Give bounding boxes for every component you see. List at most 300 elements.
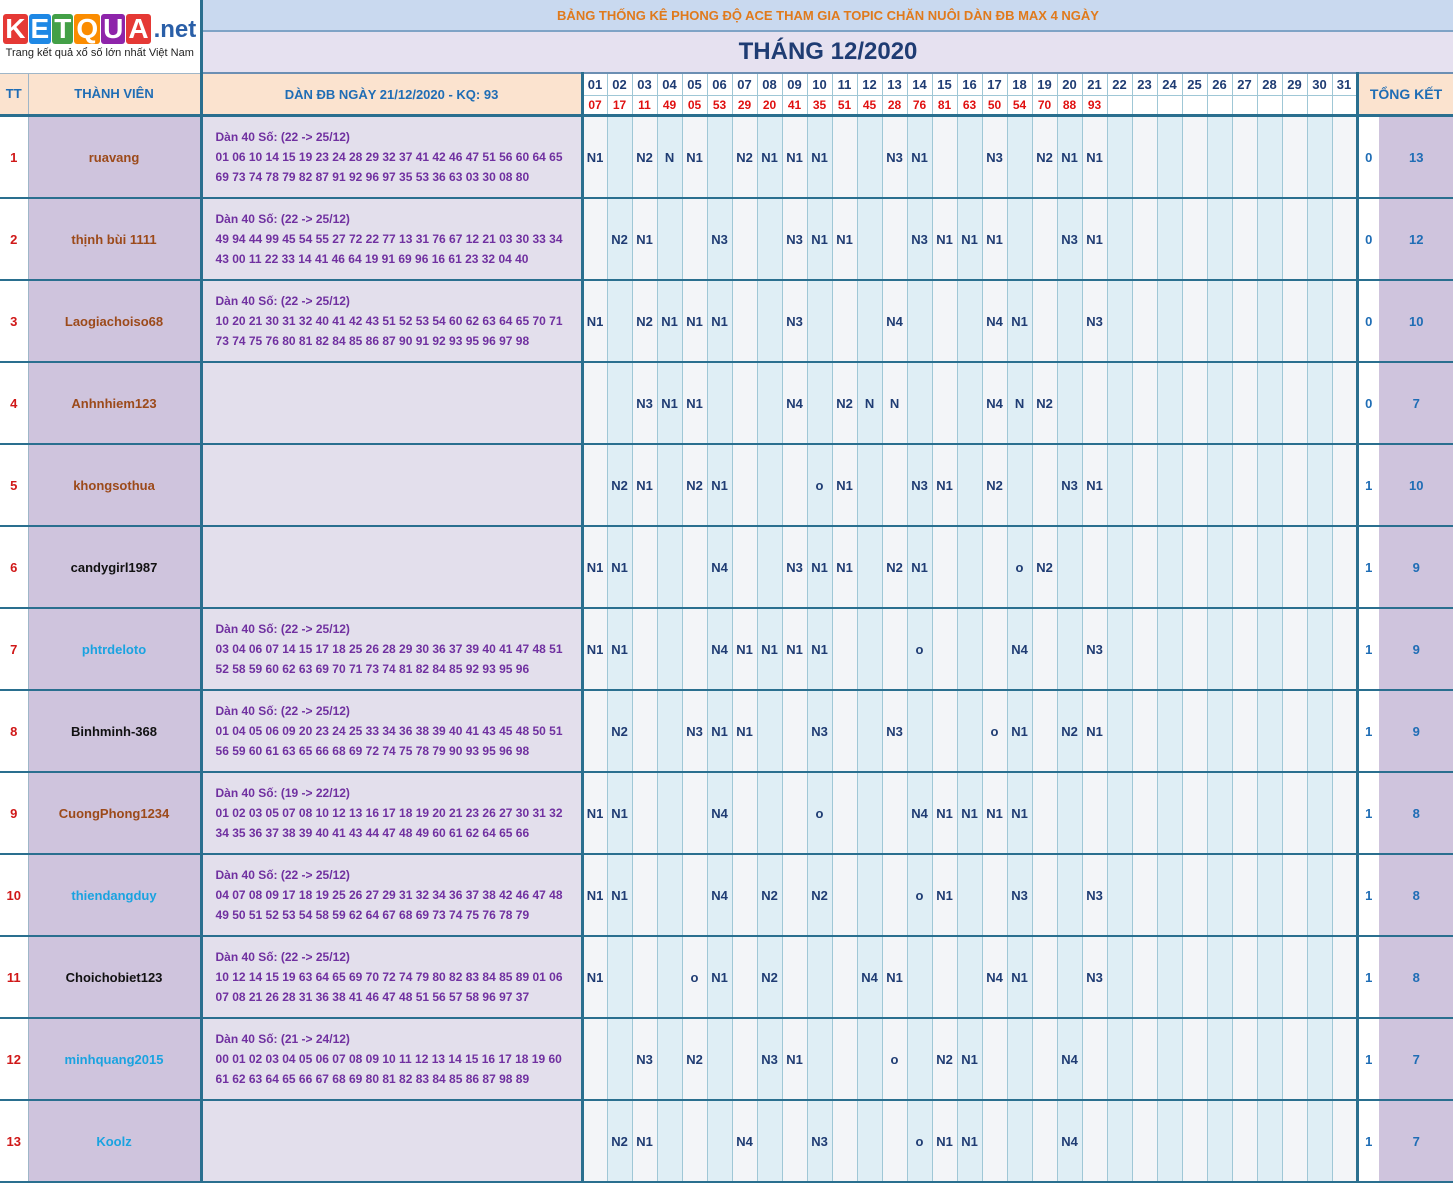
day-cell	[1107, 116, 1132, 199]
day-cell: N2	[982, 444, 1007, 526]
day-cell: N1	[982, 198, 1007, 280]
dan-range: Dàn 40 Số: (22 -> 25/12)	[215, 130, 350, 144]
day-header: 23	[1132, 73, 1157, 96]
day-cell	[1257, 526, 1282, 608]
table-row	[0, 198, 1453, 280]
table-row	[0, 1018, 1453, 1100]
day-cell	[1332, 526, 1357, 608]
day-cell	[1107, 690, 1132, 772]
day-cell: N4	[982, 936, 1007, 1018]
day-cell	[1332, 854, 1357, 936]
day-result	[1182, 96, 1207, 116]
day-cell: o	[807, 444, 832, 526]
day-cell: N1	[707, 280, 732, 362]
member-name[interactable]: khongsothua	[28, 444, 201, 526]
day-cell: N1	[607, 772, 632, 854]
day-cell	[957, 444, 982, 526]
day-cell	[1132, 444, 1157, 526]
day-cell: o	[882, 1018, 907, 1100]
score-a: 0	[1357, 116, 1379, 199]
row-number: 1	[0, 116, 28, 199]
day-cell: N3	[1082, 854, 1107, 936]
day-cell	[1057, 280, 1082, 362]
day-cell	[932, 526, 957, 608]
day-cell: N2	[1032, 526, 1057, 608]
day-cell	[1157, 444, 1182, 526]
day-cell	[882, 608, 907, 690]
day-cell	[1332, 198, 1357, 280]
score-a: 1	[1357, 936, 1379, 1018]
day-cell	[1282, 362, 1307, 444]
day-cell: N1	[607, 854, 632, 936]
day-cell	[657, 690, 682, 772]
day-cell: N1	[1082, 444, 1107, 526]
day-result: 51	[832, 96, 857, 116]
day-cell	[757, 362, 782, 444]
day-cell	[932, 362, 957, 444]
day-cell: N3	[1082, 280, 1107, 362]
day-cell	[882, 854, 907, 936]
day-cell: o	[907, 608, 932, 690]
day-cell	[732, 362, 757, 444]
day-cell	[1232, 690, 1257, 772]
dan-range: Dàn 40 Số: (22 -> 25/12)	[215, 212, 350, 226]
day-cell	[1257, 198, 1282, 280]
day-cell	[632, 526, 657, 608]
member-name[interactable]: Binhminh-368	[28, 690, 201, 772]
day-cell	[1007, 116, 1032, 199]
day-header: 09	[782, 73, 807, 96]
day-cell	[757, 444, 782, 526]
day-cell	[1257, 1018, 1282, 1100]
day-cell: N1	[1082, 116, 1107, 199]
day-cell	[1207, 936, 1232, 1018]
day-cell	[857, 1018, 882, 1100]
day-cell	[1057, 854, 1082, 936]
table-row	[0, 772, 1453, 854]
day-cell: o	[682, 936, 707, 1018]
day-cell	[1307, 116, 1332, 199]
dan-number-line: 10 12 14 15 19 63 64 65 69 70 72 74 79 80 82 83 84 85 89 01 06	[215, 970, 563, 984]
day-cell: N4	[1057, 1018, 1082, 1100]
day-cell	[1182, 772, 1207, 854]
day-cell	[1182, 1100, 1207, 1182]
day-result: 50	[982, 96, 1007, 116]
day-cell	[1307, 362, 1332, 444]
day-cell	[1032, 936, 1057, 1018]
day-cell: N1	[582, 280, 607, 362]
day-cell	[1207, 608, 1232, 690]
day-cell	[757, 280, 782, 362]
day-cell	[1232, 1100, 1257, 1182]
day-header: 08	[757, 73, 782, 96]
day-cell	[632, 854, 657, 936]
day-cell	[1157, 198, 1182, 280]
day-cell	[682, 854, 707, 936]
logo-tagline: Trang kết quả xổ số lớn nhất Việt Nam	[5, 46, 194, 59]
day-result: 29	[732, 96, 757, 116]
day-cell	[1232, 1018, 1257, 1100]
score-total: 10	[1379, 280, 1453, 362]
day-cell	[1157, 1100, 1182, 1182]
day-cell: N1	[832, 444, 857, 526]
header-dan: DÀN ĐB NGÀY 21/12/2020 - KQ: 93	[201, 73, 582, 116]
day-cell: N3	[1082, 936, 1107, 1018]
score-a: 0	[1357, 198, 1379, 280]
day-cell	[1307, 690, 1332, 772]
day-result: 05	[682, 96, 707, 116]
day-cell	[1157, 526, 1182, 608]
day-cell	[1257, 690, 1282, 772]
day-cell	[1282, 608, 1307, 690]
day-cell	[1107, 608, 1132, 690]
day-cell: N1	[657, 362, 682, 444]
day-cell	[1332, 936, 1357, 1018]
member-name[interactable]: minhquang2015	[28, 1018, 201, 1100]
table-row	[0, 444, 1453, 526]
day-cell	[732, 280, 757, 362]
dan-numbers	[201, 608, 582, 690]
day-cell	[857, 116, 882, 199]
day-cell	[1032, 1100, 1057, 1182]
day-cell: N1	[732, 690, 757, 772]
day-cell	[1082, 1100, 1107, 1182]
row-number: 5	[0, 444, 28, 526]
day-cell	[1132, 1018, 1157, 1100]
score-a: 1	[1357, 608, 1379, 690]
day-result	[1232, 96, 1257, 116]
day-cell	[1032, 444, 1057, 526]
day-cell: N1	[607, 526, 632, 608]
day-cell	[1182, 1018, 1207, 1100]
dan-numbers	[201, 936, 582, 1018]
day-cell	[1157, 772, 1182, 854]
dan-number-line: 49 94 44 99 45 54 55 27 72 22 77 13 31 76 67 12 21 03 30 33 34	[215, 232, 563, 246]
day-cell	[907, 362, 932, 444]
day-cell	[707, 362, 732, 444]
day-cell: N	[657, 116, 682, 199]
member-name[interactable]: thịnh bùi 1111	[28, 198, 201, 280]
day-cell	[682, 526, 707, 608]
day-cell	[882, 772, 907, 854]
day-cell	[632, 690, 657, 772]
dan-numbers	[201, 198, 582, 280]
table-row	[0, 608, 1453, 690]
day-cell	[807, 1018, 832, 1100]
logo-letter: E	[30, 12, 50, 44]
day-cell	[1182, 608, 1207, 690]
day-cell: N4	[882, 280, 907, 362]
day-header: 06	[707, 73, 732, 96]
day-cell	[832, 772, 857, 854]
row-number: 3	[0, 280, 28, 362]
day-cell: N2	[757, 936, 782, 1018]
day-cell	[1307, 198, 1332, 280]
day-cell: N4	[707, 854, 732, 936]
day-header: 26	[1207, 73, 1232, 96]
day-cell: N2	[682, 1018, 707, 1100]
table-banner: BẢNG THỐNG KÊ PHONG ĐỘ ACE THAM GIA TOPIC CHĂN NUÔI DÀN ĐB MAX 4 NGÀY	[201, 0, 1453, 31]
day-cell	[1307, 936, 1332, 1018]
score-total: 8	[1379, 936, 1453, 1018]
day-cell	[1182, 280, 1207, 362]
day-cell	[907, 1018, 932, 1100]
day-cell: N1	[782, 608, 807, 690]
member-name[interactable]: candygirl1987	[28, 526, 201, 608]
day-cell	[1207, 116, 1232, 199]
day-cell: N3	[782, 526, 807, 608]
day-cell	[1182, 526, 1207, 608]
day-cell: N2	[607, 1100, 632, 1182]
dan-range: Dàn 40 Số: (22 -> 25/12)	[215, 622, 350, 636]
day-result	[1132, 96, 1157, 116]
header-member: THÀNH VIÊN	[28, 73, 201, 116]
day-cell	[1207, 772, 1232, 854]
day-cell	[1332, 690, 1357, 772]
score-a: 1	[1357, 690, 1379, 772]
day-cell	[1182, 854, 1207, 936]
day-header: 30	[1307, 73, 1332, 96]
member-name[interactable]: phtrdeloto	[28, 608, 201, 690]
day-cell	[657, 936, 682, 1018]
day-cell	[1157, 608, 1182, 690]
score-total: 12	[1379, 198, 1453, 280]
day-cell: N4	[707, 772, 732, 854]
day-cell	[732, 198, 757, 280]
day-header: 27	[1232, 73, 1257, 96]
day-cell	[1307, 1018, 1332, 1100]
day-cell: N1	[707, 690, 732, 772]
dan-number-line: 01 02 03 05 07 08 10 12 13 16 17 18 19 20 21 23 26 27 30 31 32	[215, 806, 563, 820]
dan-number-line: 07 08 21 26 28 31 36 38 41 46 47 48 51 56 57 58 96 97 37	[215, 990, 530, 1004]
day-cell	[1232, 772, 1257, 854]
day-cell	[657, 608, 682, 690]
day-cell	[907, 280, 932, 362]
day-result	[1282, 96, 1307, 116]
member-name[interactable]: Laogiachoiso68	[28, 280, 201, 362]
day-cell: N2	[632, 280, 657, 362]
day-header: 22	[1107, 73, 1132, 96]
day-cell: N1	[582, 116, 607, 199]
day-cell	[1307, 854, 1332, 936]
day-cell	[1232, 444, 1257, 526]
day-cell: N2	[807, 854, 832, 936]
day-result: 88	[1057, 96, 1082, 116]
day-cell	[632, 772, 657, 854]
day-cell	[907, 690, 932, 772]
day-cell	[707, 1018, 732, 1100]
day-cell	[757, 526, 782, 608]
day-cell: N1	[807, 116, 832, 199]
score-a: 1	[1357, 444, 1379, 526]
day-cell: N4	[982, 362, 1007, 444]
table-row	[0, 854, 1453, 936]
day-cell	[682, 198, 707, 280]
day-cell: N3	[1057, 198, 1082, 280]
day-cell	[1232, 116, 1257, 199]
ketqua-logo[interactable]	[0, 0, 201, 73]
day-cell	[932, 690, 957, 772]
day-cell	[1082, 526, 1107, 608]
day-cell	[1182, 362, 1207, 444]
day-cell	[732, 526, 757, 608]
day-cell	[707, 1100, 732, 1182]
day-cell	[1107, 772, 1132, 854]
day-header: 19	[1032, 73, 1057, 96]
day-cell: N3	[707, 198, 732, 280]
day-cell: N1	[782, 1018, 807, 1100]
day-cell	[1282, 116, 1307, 199]
day-cell	[1257, 362, 1282, 444]
day-cell	[782, 854, 807, 936]
day-cell: o	[982, 690, 1007, 772]
day-result	[1257, 96, 1282, 116]
day-cell	[1182, 936, 1207, 1018]
day-cell	[1232, 608, 1257, 690]
dan-range: Dàn 40 Số: (22 -> 25/12)	[215, 868, 350, 882]
day-cell: N1	[782, 116, 807, 199]
day-cell	[1107, 362, 1132, 444]
dan-numbers	[201, 1100, 582, 1182]
day-cell: N1	[932, 444, 957, 526]
day-cell	[1032, 1018, 1057, 1100]
day-cell	[1132, 198, 1157, 280]
day-cell: N4	[707, 526, 732, 608]
day-cell	[1057, 608, 1082, 690]
day-header: 14	[907, 73, 932, 96]
dan-numbers	[201, 116, 582, 199]
day-cell	[857, 772, 882, 854]
day-header: 02	[607, 73, 632, 96]
day-cell: N1	[707, 444, 732, 526]
dan-numbers	[201, 690, 582, 772]
dan-number-line: 34 35 36 37 38 39 40 41 43 44 47 48 49 60 61 62 64 65 66	[215, 826, 530, 840]
day-cell	[1332, 608, 1357, 690]
day-cell: N1	[582, 854, 607, 936]
day-cell	[1182, 116, 1207, 199]
day-cell	[582, 690, 607, 772]
member-name[interactable]: ruavang	[28, 116, 201, 199]
dan-number-line: 73 74 75 76 80 81 82 84 85 86 87 90 91 92 93 95 96 97 98	[215, 334, 530, 348]
day-result: 53	[707, 96, 732, 116]
day-cell	[832, 690, 857, 772]
day-cell	[1332, 444, 1357, 526]
day-cell: N1	[657, 280, 682, 362]
day-cell	[1157, 936, 1182, 1018]
day-cell	[1257, 1100, 1282, 1182]
day-cell	[1232, 198, 1257, 280]
dan-number-line: 03 04 06 07 14 15 17 18 25 26 28 29 30 36 37 39 40 41 47 48 51	[215, 642, 563, 656]
day-cell	[607, 116, 632, 199]
day-cell	[857, 444, 882, 526]
dan-number-line: 04 07 08 09 17 18 19 25 26 27 29 31 32 34 36 37 38 42 46 47 48	[215, 888, 563, 902]
score-total: 9	[1379, 526, 1453, 608]
member-name[interactable]: Anhnhiem123	[28, 362, 201, 444]
month-title: THÁNG 12/2020	[201, 31, 1453, 73]
dan-number-line: 52 58 59 60 62 63 69 70 71 73 74 81 82 84 85 92 93 95 96	[215, 662, 530, 676]
day-cell	[1132, 936, 1157, 1018]
dan-numbers	[201, 362, 582, 444]
day-cell: N	[1007, 362, 1032, 444]
score-total: 9	[1379, 690, 1453, 772]
day-cell: N	[882, 362, 907, 444]
day-cell: N4	[732, 1100, 757, 1182]
day-cell	[1182, 690, 1207, 772]
dan-range: Dàn 40 Số: (22 -> 25/12)	[215, 704, 350, 718]
score-a: 1	[1357, 1018, 1379, 1100]
row-number: 4	[0, 362, 28, 444]
score-total: 7	[1379, 1100, 1453, 1182]
day-cell: N4	[707, 608, 732, 690]
row-number: 10	[0, 854, 28, 936]
day-cell	[1307, 526, 1332, 608]
day-cell: N2	[1032, 362, 1057, 444]
dan-number-line: 69 73 74 78 79 82 87 91 92 96 97 35 53 36 63 03 30 08 80	[215, 170, 530, 184]
score-a: 1	[1357, 1100, 1379, 1182]
day-cell	[1207, 1100, 1232, 1182]
day-cell	[1032, 854, 1057, 936]
day-cell: N2	[682, 444, 707, 526]
member-name[interactable]: Choichobiet123	[28, 936, 201, 1018]
day-cell: N1	[1007, 936, 1032, 1018]
day-cell	[807, 280, 832, 362]
day-cell	[857, 280, 882, 362]
day-cell	[757, 1100, 782, 1182]
logo-letter: K	[5, 12, 26, 44]
day-cell	[957, 526, 982, 608]
day-cell	[957, 116, 982, 199]
day-cell	[657, 854, 682, 936]
day-cell: N3	[882, 690, 907, 772]
day-cell: N3	[807, 690, 832, 772]
day-cell: N1	[757, 116, 782, 199]
day-cell: N4	[982, 280, 1007, 362]
day-header: 07	[732, 73, 757, 96]
day-cell	[1207, 1018, 1232, 1100]
day-cell	[1132, 280, 1157, 362]
day-header: 10	[807, 73, 832, 96]
day-cell	[1107, 854, 1132, 936]
day-cell: N1	[1082, 690, 1107, 772]
day-cell	[832, 280, 857, 362]
logo-suffix: .net	[153, 15, 197, 43]
dan-numbers	[201, 1018, 582, 1100]
day-cell	[582, 198, 607, 280]
member-name[interactable]: CuongPhong1234	[28, 772, 201, 854]
day-cell: N3	[807, 1100, 832, 1182]
day-cell	[957, 280, 982, 362]
day-cell	[1232, 526, 1257, 608]
day-cell	[1257, 936, 1282, 1018]
day-cell: N2	[882, 526, 907, 608]
member-name[interactable]: Koolz	[28, 1100, 201, 1182]
day-cell	[1107, 936, 1132, 1018]
day-cell: N1	[807, 608, 832, 690]
day-cell: N2	[607, 444, 632, 526]
day-cell: N1	[832, 198, 857, 280]
day-cell	[1132, 772, 1157, 854]
day-result: 49	[657, 96, 682, 116]
day-header: 04	[657, 73, 682, 96]
day-cell: N1	[1007, 772, 1032, 854]
day-header: 15	[932, 73, 957, 96]
day-cell	[607, 362, 632, 444]
day-cell	[757, 772, 782, 854]
member-name[interactable]: thiendangduy	[28, 854, 201, 936]
table-row	[0, 116, 1453, 199]
day-cell	[1282, 772, 1307, 854]
day-cell: N2	[1057, 690, 1082, 772]
